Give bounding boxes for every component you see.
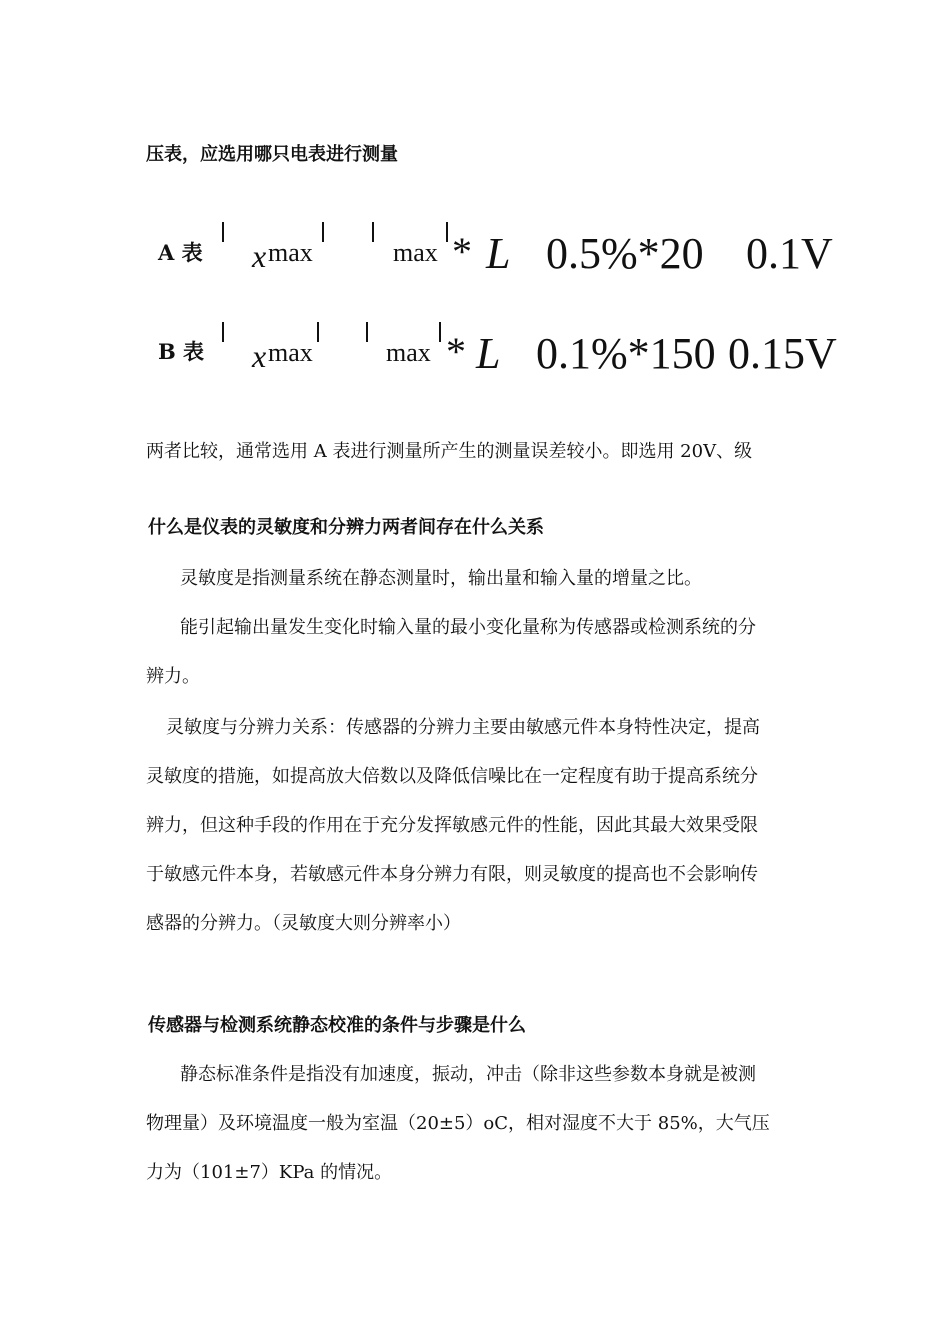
max-subscript: max <box>268 238 313 267</box>
section1-paragraph-3-line-3: 辨力，但这种手段的作用在于充分发挥敏感元件的性能，因此其最大效果受限 <box>146 815 758 836</box>
abs-bar <box>372 222 374 242</box>
section1-paragraph-3-line-1: 灵敏度与分辨力关系：传感器的分辨力主要由敏感元件本身特性决定，提高 <box>166 717 760 738</box>
equation-b-label: B 表 <box>158 339 205 364</box>
max-subscript: max <box>386 338 431 367</box>
abs-bar <box>366 322 368 342</box>
section2-paragraph-line-1: 静态标准条件是指没有加速度，振动，冲击（除非这些参数本身就是被测 <box>180 1064 756 1085</box>
section1-title: 什么是仪表的灵敏度和分辨力两者间存在什么关系 <box>148 517 544 538</box>
abs-bar <box>322 222 324 242</box>
value-result: 0.1V <box>746 229 833 278</box>
abs-bar <box>317 322 319 342</box>
section1-paragraph-2-line-2: 辨力。 <box>146 666 200 687</box>
section1-paragraph-3-line-4: 于敏感元件本身，若敏感元件本身分辨力有限，则灵敏度的提高也不会影响传 <box>146 864 758 885</box>
section1-paragraph-3-line-5: 感器的分辨力。（灵敏度大则分辨率小） <box>146 913 461 934</box>
section1-paragraph-2-line-1: 能引起输出量发生变化时输入量的最小变化量称为传感器或检测系统的分 <box>180 617 756 638</box>
multiply-star: * <box>446 329 466 374</box>
L-symbol: L <box>476 329 501 378</box>
abs-bar <box>222 322 224 342</box>
max-subscript: max <box>393 238 438 267</box>
abs-bar <box>439 322 441 342</box>
x-symbol: x <box>252 338 267 374</box>
comparison-text: 两者比较，通常选用 A 表进行测量所产生的测量误差较小。即选用 20V、级 <box>146 441 753 462</box>
value-expression: 0.1%*150 <box>536 329 716 378</box>
L-symbol: L <box>486 229 511 278</box>
x-symbol: x <box>252 238 267 274</box>
section1-paragraph-3-line-2: 灵敏度的措施，如提高放大倍数以及降低信噪比在一定程度有助于提高系统分 <box>146 766 758 787</box>
value-expression: 0.5%*20 <box>546 229 704 278</box>
equation-a-label: A 表 <box>158 240 203 265</box>
section2-paragraph-line-3: 力为（101±7）KPa 的情况。 <box>146 1162 393 1183</box>
section2-title: 传感器与检测系统静态校准的条件与步骤是什么 <box>148 1015 526 1036</box>
heading-top: 压表，应选用哪只电表进行测量 <box>146 144 398 165</box>
abs-bar <box>222 222 224 242</box>
abs-bar <box>446 222 448 242</box>
max-subscript: max <box>268 338 313 367</box>
value-result: 0.15V <box>728 329 837 378</box>
section1-paragraph-1: 灵敏度是指测量系统在静态测量时，输出量和输入量的增量之比。 <box>180 568 702 589</box>
section2-paragraph-line-2: 物理量）及环境温度一般为室温（20±5）oC，相对湿度不大于 85%，大气压 <box>146 1113 770 1134</box>
multiply-star: * <box>452 229 472 274</box>
